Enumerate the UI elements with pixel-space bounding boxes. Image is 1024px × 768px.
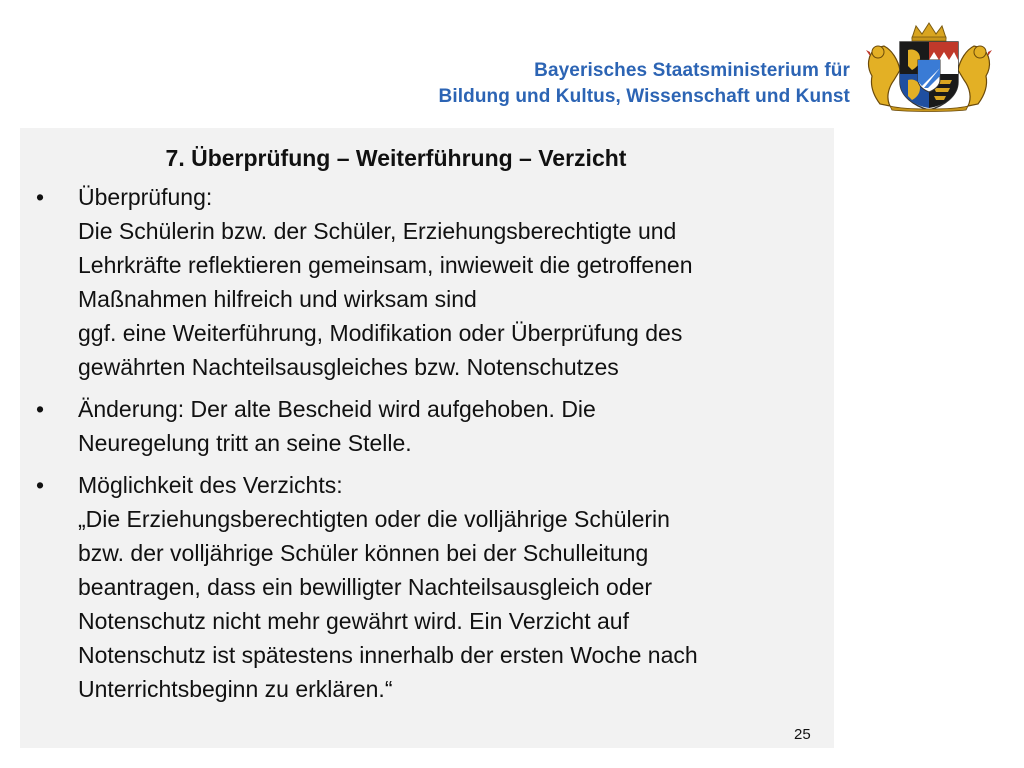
ministry-name-line2: Bildung und Kultus, Wissenschaft und Kunst [438, 86, 850, 107]
bullet-line: Die Schülerin bzw. der Schüler, Erziehungsberechtigte und [78, 218, 677, 244]
bullet-line: bzw. der volljährige Schüler können bei der Schulleitung [78, 540, 649, 566]
bullet-line: Überprüfung: [78, 184, 213, 210]
bullet-line: Maßnahmen hilfreich und wirksam sind [78, 286, 477, 312]
bullet-line: Neuregelung tritt an seine Stelle. [78, 430, 412, 456]
slide-title: 7. Überprüfung – Weiterführung – Verzicht [165, 145, 627, 171]
bullet-line: gewährten Nachteilsausgleiches bzw. Notenschutzes [78, 354, 619, 380]
bullet-marker: • [36, 472, 45, 498]
bullet-line: Möglichkeit des Verzichts: [78, 472, 343, 498]
bullet-line: Notenschutz ist spätestens innerhalb der ersten Woche nach [78, 642, 698, 668]
bullet-list [36, 180, 836, 714]
bavarian-coat-of-arms-icon [862, 20, 996, 112]
bullet-marker: • [36, 184, 45, 210]
bullet-line: Notenschutz nicht mehr gewährt wird. Ein Verzicht auf [78, 608, 629, 634]
bullet-line: beantragen, dass ein bewilligter Nachteilsausgleich oder [78, 574, 653, 600]
bullet-line: ggf. eine Weiterführung, Modifikation oder Überprüfung des [78, 320, 683, 346]
ministry-name-line1: Bayerisches Staatsministerium für [534, 60, 850, 81]
bullet-item-verzicht [36, 468, 836, 706]
page-number: 25 [794, 726, 811, 743]
bullet-line: Unterrichtsbeginn zu erklären.“ [78, 676, 393, 702]
ministry-header [439, 58, 850, 110]
bullet-marker: • [36, 396, 45, 422]
bullet-line: Änderung: Der alte Bescheid wird aufgehoben. Die [78, 396, 596, 422]
bullet-item-ueberpruefung [36, 180, 836, 384]
bullet-line: Lehrkräfte reflektieren gemeinsam, inwieweit die getroffenen [78, 252, 693, 278]
bullet-line: „Die Erziehungsberechtigten oder die volljährige Schülerin [78, 506, 670, 532]
slide-content-panel [20, 128, 834, 748]
bullet-item-aenderung [36, 392, 836, 460]
